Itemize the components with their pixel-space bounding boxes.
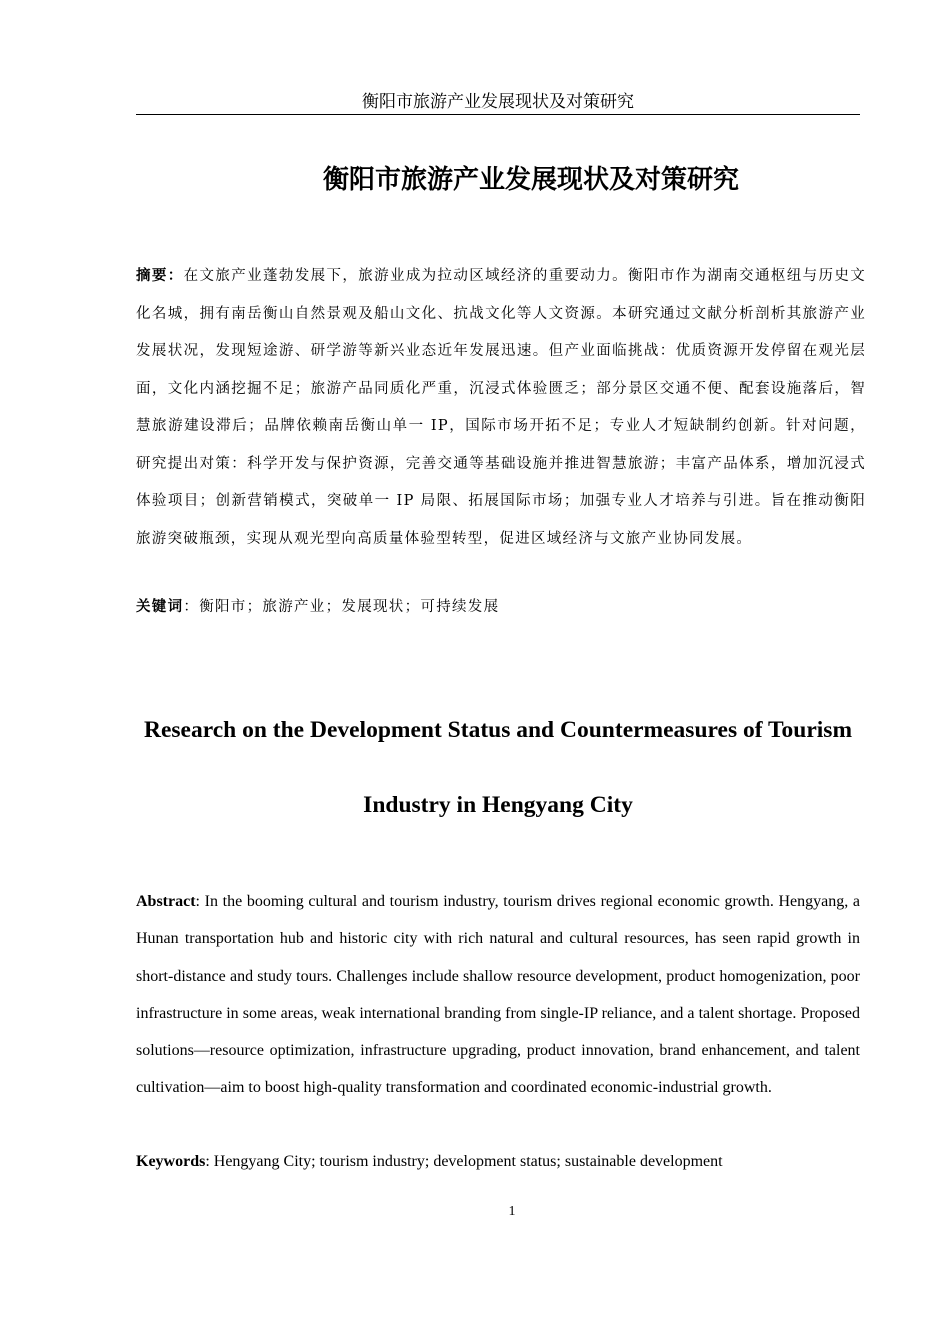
chinese-keywords-text: ：衡阳市；旅游产业；发展现状；可持续发展 [183, 599, 500, 615]
chinese-abstract-text: 在文旅产业蓬勃发展下，旅游业成为拉动区域经济的重要动力。衡阳市作为湖南交通枢纽与历史文化名城，拥有南岳衡山自然景观及船山文化、抗战文化等人文资源。本研究通过文献分析剖析其旅游产业发展状况，发现短途游、研学游等新兴业态近年发展迅速。但产业面临挑战：优质资源开发停留在观光层面，文化内涵挖掘不足；旅游产品同质化严重，沉浸式体验匮乏；部分景区交通不便、配套设施落后，智慧旅游建设滞后；品牌依赖南岳衡山单一 IP，国际市场开拓不足；专业人才短缺制约创新。针对问题，研究提出对策：科学开发与保护资源，完善交通等基础设施并推进智慧旅游；丰富产品体系，增加沉浸式体验项目；创新营销模式，突破单一 IP 局限、拓展国际市场；加强专业人才培养与引进。旨在推动衡阳旅游突破瓶颈，实现从观光型向高质量体验型转型，促进区域经济与文旅产业协同发展。 [136, 268, 866, 547]
page-number: 1 [508, 1204, 516, 1219]
english-abstract-label: Abstract [136, 893, 196, 910]
chinese-abstract [136, 258, 866, 558]
chinese-keywords-label: 关键词 [136, 599, 184, 615]
header-rule [136, 114, 860, 115]
english-title: Research on the Development Status and Countermeasures of Tourism Industry in Hengyang City [143, 717, 853, 818]
chinese-keywords [136, 592, 866, 622]
english-keywords-label: Keywords [136, 1153, 206, 1170]
chinese-title: 衡阳市旅游产业发展现状及对策研究 [322, 165, 739, 195]
english-keywords-text: : Hengyang City; tourism industry; development status; sustainable development [205, 1153, 723, 1170]
english-abstract [136, 883, 860, 1107]
chinese-abstract-label: 摘要： [136, 268, 184, 284]
english-keywords [136, 1148, 860, 1176]
english-abstract-text: : In the booming cultural and tourism industry, tourism drives regional economic growth. Hengyang, a Hunan transportation hub and historic city with rich natural and cultural resources, has seen rapid growth in short-distance and study tours. Challenges include shallow resource development, product homogenization, poor infrastructure in some areas, weak international branding from single-IP reliance, and a talent shortage. Proposed solutions—resource optimization, infrastructure upgrading, product innovation, brand enhancement, and talent cultivation—aim to boost high-quality transformation and coordinated economic-industrial growth. [136, 893, 860, 1097]
running-header: 衡阳市旅游产业发展现状及对策研究 [362, 92, 634, 112]
